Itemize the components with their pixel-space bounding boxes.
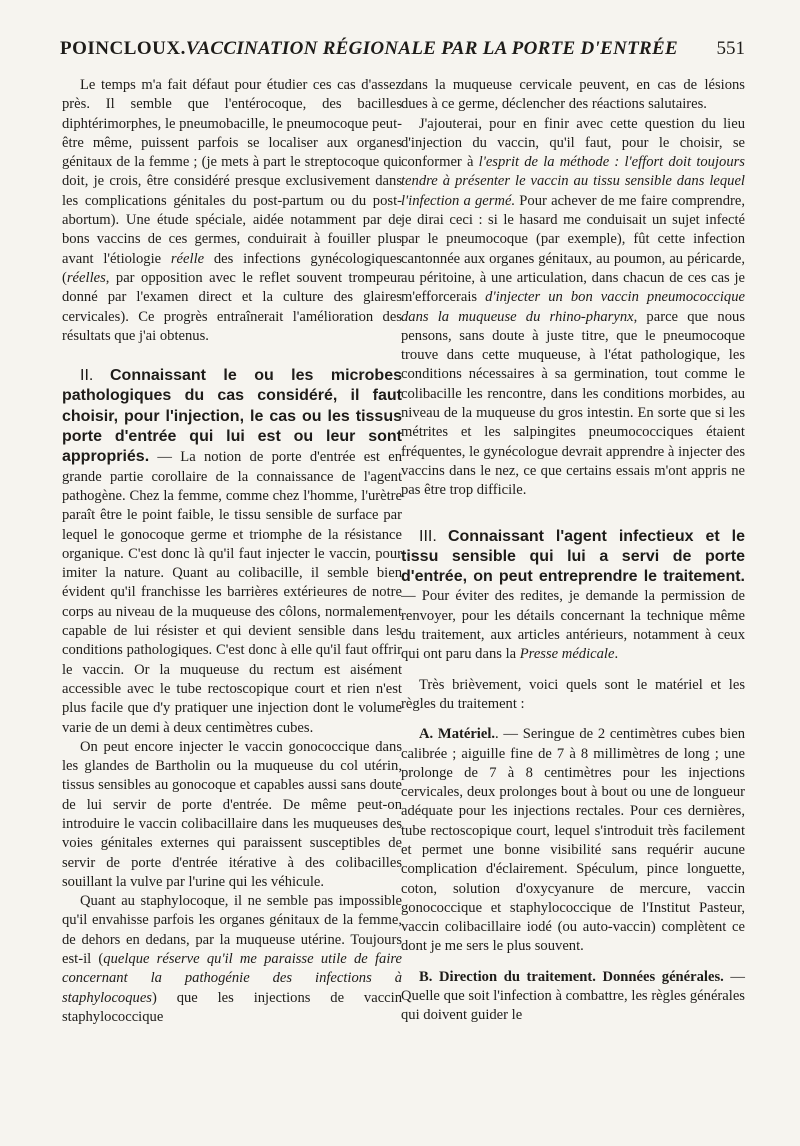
section-heading: Connaissant le ou les microbes pathologiques du cas considéré, il faut choisir, pour l'injection, le cas ou les tissus porte d'entrée qui lui est ou leur sont appropriés.	[62, 367, 402, 466]
left-column	[62, 76, 402, 1027]
section-ii: II. Connaissant le ou les microbes pathologiques du cas considéré, il faut choisir, pour l'injection, le cas ou les tissus porte d'entrée qui lui est ou leur sont appropriés. — La notion de porte d'entrée est en grande partie corollaire de la connaissance de l'agent pathogène. Chez la femme, comme chez l'homme, l'urètre paraît être le point faible, le tissu sensible de surface par lequel le gonocoque germe et triomphe de la résistance organique. C'est donc là qu'il faut injecter le vaccin, pour imiter la nature. Quant au colibacille, il semble bien évident qu'il franchisse les barrières extérieures de notre corps au niveau de la muqueuse des côlons, normalement capable de lui résister et qui devient sensible dans les conditions pathologiques. C'est donc à elle qu'il faut offrir le vaccin. Or la muqueuse du rectum est aisément accessible avec le tube rectoscopique court et rien n'est plus facile que d'y pratiquer une injection dont le volume varie de un demi à deux centimètres cubes.	[62, 367, 402, 736]
subsection-heading: B. Direction du traitement. Données générales.	[419, 968, 724, 985]
section-number: II.	[80, 367, 94, 385]
right-column	[401, 76, 745, 1026]
section-heading: Connaissant l'agent infectieux et le tissu sensible qui lui a servi de porte d'entrée, on peut entreprendre le traitement.	[401, 527, 745, 586]
running-header	[60, 38, 745, 60]
subsection-a: A. Matériel.. — Seringue de 2 centimètres cubes bien calibrée ; aiguille fine de 7 à 8 millimètres de long ; une prolonge de 7 à 8 centimètres pour les injections cervicales, deux prolonges bout à bout ou une de longueur adéquate pour les injections rectales. Pour ces dernières, tube rectoscopique court, lequel s'introduit très facilement et permet une bonne visibilité sans requérir aucune complication d'éclairement. Spéculum, pince longuette, coton, solution d'oxycyanure de mercure, vaccin gonococcique et staphylococcique de l'Institut Pasteur, vaccin colibacillaire iodé (ou auto-vaccin) complètent ce dont je me sers le plus souvent.	[401, 726, 745, 955]
paragraph: Le temps m'a fait défaut pour étudier ces cas d'assez près. Il semble que l'entérocoque, des bacilles diphtérimorphes, le pneumobacille, le pneumocoque peut-être même, puissent parfois se localiser aux organes génitaux de la femme ; (je mets à part le streptocoque qui doit, je crois, être considéré presque exclusivement dans les complications génitales du post-partum ou du post-abortum). Une étude spéciale, aidée notamment par de bons vaccins de ces germes, conduirait à fouiller plus avant l'étiologie réelle des infections gynécologiques (réelles, par opposition avec le reflet souvent trompeur donné par l'examen direct et la culture des glaires cervicales). Ce progrès entraînerait l'amélioration des résultats que j'ai obtenus.	[62, 77, 403, 344]
section-iii: III. Connaissant l'agent infectieux et le tissu sensible qui lui a servi de porte d'entrée, on peut entreprendre le traitement. — Pour éviter des redites, je demande la permission de renvoyer, pour les détails concernant la technique même du traitement, aux articles antérieurs, notamment à ceux qui ont paru dans la Presse médicale.	[401, 527, 745, 663]
paragraph: Très brièvement, voici quels sont le matériel et les règles du traitement :	[401, 676, 745, 712]
page-number: 551	[716, 38, 745, 59]
header-title: VACCINATION RÉGIONALE PAR LA PORTE D'ENTRÉE	[185, 38, 678, 59]
paragraph: Quant au staphylocoque, il ne semble pas impossible qu'il envahisse parfois les organes génitaux de la femme, de dehors en dedans, par la muqueuse utérine. Toujours est-il (quelque réserve qu'il me paraisse utile de faire concernant la pathogénie des infections à staphylocoques) que les injections de vaccin staphylococcique	[62, 893, 402, 1025]
paragraph: dans la muqueuse cervicale peuvent, en cas de lésions dues à ce germe, déclencher des réactions salutaires.	[401, 77, 745, 113]
subsection-b: B. Direction du traitement. Données générales. — Quelle que soit l'infection à combattre, les règles générales qui doivent guider le	[401, 968, 745, 1024]
subsection-heading: A. Matériel.	[419, 726, 496, 743]
header-author: POINCLOUX.	[60, 38, 186, 59]
section-number: III.	[419, 527, 437, 545]
paragraph: J'ajouterai, pour en finir avec cette question du lieu d'injection du vaccin, qu'il faut, pour le choisir, se conformer à l'esprit de la méthode : l'effort doit toujours tendre à présenter le vaccin au tissu sensible dans lequel l'infection a germé. Pour achever de me faire comprendre, je dirai ceci : si le hasard me conduisait un sujet infecté par le pneumocoque (par exemple), fût cette infection cantonnée aux organes génitaux, au poumon, au péricarde, au péritoine, à une articulation, dans chacun de ces cas je m'efforcerais d'injecter un bon vaccin pneumococcique dans la muqueuse du rhino-pharynx, parce que nous pensons, sans doute à juste titre, que le pneumocoque trouve dans cette muqueuse, à l'état pathologique, les conditions nécessaires à sa germination, tout comme le colibacille les rencontre, dans les conditions morbides, au niveau de la muqueuse du gros intestin. En sorte que si les métrites et les salpingites pneumococciques étaient fréquentes, le gynécologue devrait apprendre à injecter des vaccins dans le nez, ce que certains essais m'ont appris ne pas être trop difficile.	[401, 115, 746, 499]
paragraph: On peut encore injecter le vaccin gonococcique dans les glandes de Bartholin ou la muqueuse du col utérin, tissus sensibles au gonocoque et capables aussi sans doute de lui servir de porte d'entrée. De même peut-on introduire le vaccin colibacillaire dans les muqueuses des voies génitales externes qui paraissent susceptibles de servir de porte d'entrée itérative à des colibacilles souillant la vulve par l'urine qui les véhicule.	[62, 738, 402, 890]
